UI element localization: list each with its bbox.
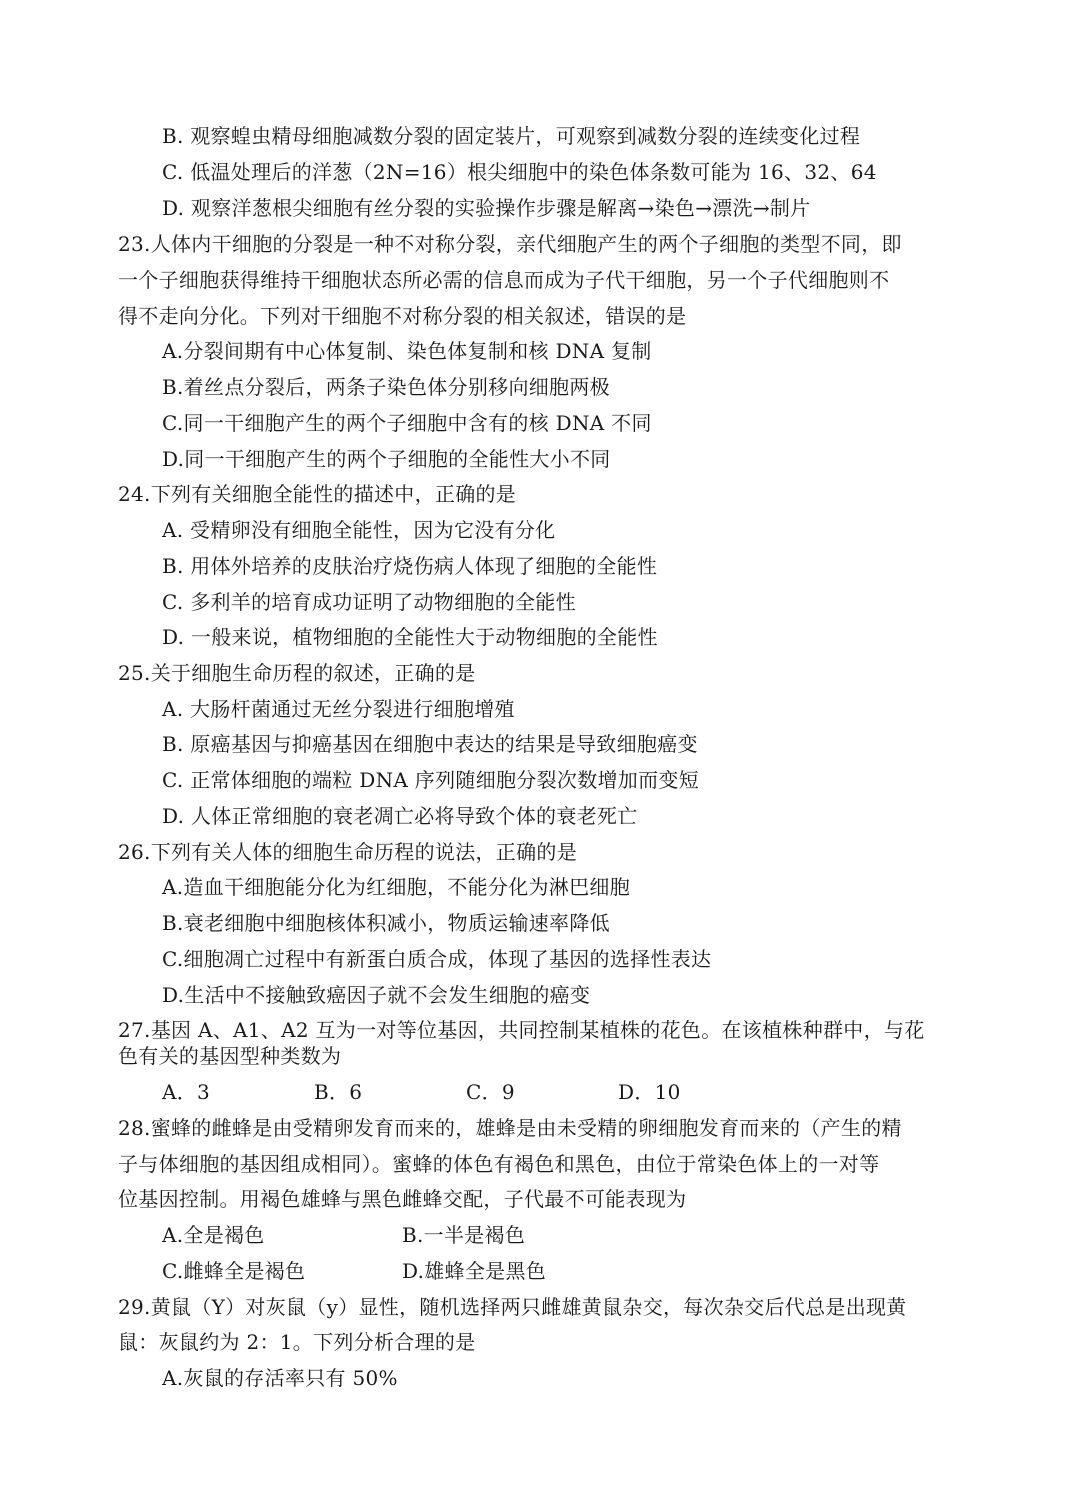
- q29-stem-line1: 29.黄鼠（Y）对灰鼠（y）显性，随机选择两只雌雄黄鼠杂交，每次杂交后代总是出现黄: [118, 1295, 907, 1319]
- q24-option-d: D. 一般来说，植物细胞的全能性大于动物细胞的全能性: [162, 625, 658, 649]
- q27-stem-line2: 色有关的基因型种类数为: [118, 1044, 342, 1068]
- q26-option-a: A.造血干细胞能分化为红细胞，不能分化为淋巴细胞: [162, 875, 631, 899]
- q25-option-a: A. 大肠杆菌通过无丝分裂进行细胞增殖: [162, 697, 515, 721]
- q28-option-c: C.雌蜂全是褐色: [162, 1259, 306, 1283]
- q28-stem-line2: 子与体细胞的基因组成相同）。蜜蜂的体色有褐色和黑色，由位于常染色体上的一对等: [118, 1152, 880, 1176]
- q22-option-b: B. 观察蝗虫精母细胞减数分裂的固定装片，可观察到减数分裂的连续变化过程: [162, 124, 861, 148]
- q23-stem-line2: 一个子细胞获得维持干细胞状态所必需的信息而成为子代干细胞，另一个子代细胞则不: [118, 268, 890, 292]
- q27-option-d: D．10: [618, 1080, 681, 1104]
- q23-stem-line3: 得不走向分化。下列对干细胞不对称分裂的相关叙述，错误的是: [118, 304, 687, 328]
- q26-option-d: D.生活中不接触致癌因子就不会发生细胞的癌变: [162, 983, 591, 1007]
- q28-options-row2: [162, 1258, 546, 1284]
- q23-option-a: A.分裂间期有中心体复制、染色体复制和核 DNA 复制: [162, 339, 652, 363]
- q28-option-a: A.全是褐色: [162, 1223, 265, 1247]
- q24-option-a: A. 受精卵没有细胞全能性，因为它没有分化: [162, 518, 556, 542]
- q28-option-d: D.雄蜂全是黑色: [402, 1259, 547, 1283]
- q26-option-c: C.细胞凋亡过程中有新蛋白质合成，体现了基因的选择性表达: [162, 947, 712, 971]
- q27-stem-line1: 27.基因 A、A1、A2 互为一对等位基因，共同控制某植株的花色。在该植株种群中，与花: [118, 1018, 925, 1042]
- q25-option-c: C. 正常体细胞的端粒 DNA 序列随细胞分裂次数增加而变短: [162, 768, 699, 792]
- q26-option-b: B.衰老细胞中细胞核体积减小，物质运输速率降低: [162, 911, 610, 935]
- q24-option-c: C. 多利羊的培育成功证明了动物细胞的全能性: [162, 590, 576, 614]
- q28-options-row1: [162, 1222, 525, 1248]
- q23-stem-line1: 23.人体内干细胞的分裂是一种不对称分裂，亲代细胞产生的两个子细胞的类型不同，即: [118, 232, 902, 256]
- q28-stem-line3: 位基因控制。用褐色雄蜂与黑色雌蜂交配，子代最不可能表现为: [118, 1187, 687, 1211]
- q29-option-a: A.灰鼠的存活率只有 50%: [162, 1366, 398, 1390]
- q24-option-b: B. 用体外培养的皮肤治疗烧伤病人体现了细胞的全能性: [162, 554, 658, 578]
- q23-option-b: B.着丝点分裂后，两条子染色体分别移向细胞两极: [162, 375, 610, 399]
- q28-stem-line1: 28.蜜蜂的雌蜂是由受精卵发育而来的，雄蜂是由未受精的卵细胞发育而来的（产生的精: [118, 1116, 902, 1140]
- q27-option-b: B．6: [314, 1080, 363, 1104]
- q27-option-a: A．3: [162, 1080, 211, 1104]
- q23-option-c: C.同一干细胞产生的两个子细胞中含有的核 DNA 不同: [162, 411, 652, 435]
- q25-stem: 25.关于细胞生命历程的叙述，正确的是: [118, 661, 476, 685]
- q25-option-b: B. 原癌基因与抑癌基因在细胞中表达的结果是导致细胞癌变: [162, 732, 698, 756]
- q25-option-d: D. 人体正常细胞的衰老凋亡必将导致个体的衰老死亡: [162, 804, 638, 828]
- q29-stem-line2: 鼠：灰鼠约为 2：1。下列分析合理的是: [118, 1330, 476, 1354]
- q23-option-d: D.同一干细胞产生的两个子细胞的全能性大小不同: [162, 447, 611, 471]
- q22-option-d: D. 观察洋葱根尖细胞有丝分裂的实验操作步骤是解离→染色→漂洗→制片: [162, 196, 811, 220]
- q27-option-c: C．9: [466, 1080, 515, 1104]
- q24-stem: 24.下列有关细胞全能性的描述中，正确的是: [118, 482, 517, 506]
- q22-option-c: C. 低温处理后的洋葱（2N=16）根尖细胞中的染色体条数可能为 16、32、64: [162, 160, 877, 184]
- q28-option-b: B.一半是褐色: [402, 1223, 526, 1247]
- q27-options: [162, 1079, 681, 1105]
- q26-stem: 26.下列有关人体的细胞生命历程的说法，正确的是: [118, 840, 578, 864]
